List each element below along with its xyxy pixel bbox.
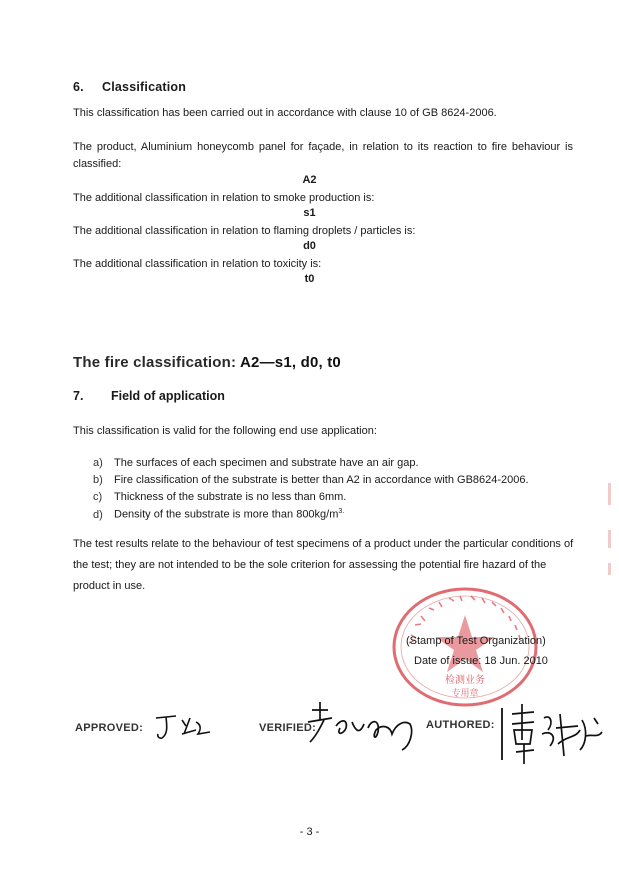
page-number: - 3 - — [299, 826, 320, 838]
droplets-value: d0 — [303, 240, 316, 252]
verified-signature — [306, 698, 424, 754]
item-text: Density of the substrate is more than 800kg/m — [114, 508, 339, 521]
verified-label: VERIFIED: — [259, 722, 317, 734]
section-6-number: 6. — [73, 80, 84, 94]
seal-text-line2: 专用章 — [451, 689, 479, 699]
toxicity-text: The additional classification in relation to toxicity is: — [73, 258, 322, 270]
application-item-b — [93, 474, 529, 486]
item-marker: c) — [93, 491, 103, 503]
smoke-text: The additional classification in relation to smoke production is: — [73, 192, 375, 204]
section-6-title: Classification — [102, 80, 187, 94]
item-text: Thickness of the substrate is no less than 6mm. — [114, 491, 347, 503]
product-statement-line2: classified: — [73, 158, 122, 170]
application-intro: This classification is valid for the following end use application: — [73, 425, 377, 437]
section-7-number: 7. — [73, 389, 84, 403]
smoke-value: s1 — [303, 207, 316, 219]
droplets-text: The additional classification in relation to flaming droplets / particles is: — [73, 225, 416, 237]
application-item-c — [93, 491, 346, 503]
disclaimer-line3: product in use. — [73, 580, 146, 592]
authored-signature — [494, 700, 606, 766]
application-item-d — [93, 508, 344, 521]
section-7-heading — [73, 389, 225, 403]
product-statement-line1: The product, Aluminium honeycomb panel for façade, in relation to its reaction to fire behaviour is — [73, 141, 573, 153]
application-item-a — [93, 457, 419, 469]
fire-classification-value: A2—s1, d0, t0 — [240, 354, 341, 371]
edge-mark — [608, 483, 611, 505]
fire-classification-label: The fire classification: — [73, 354, 237, 371]
item-text: Fire classification of the substrate is better than A2 in accordance with GB8624-2006. — [114, 474, 529, 486]
organization-seal — [387, 585, 543, 711]
authored-label: AUTHORED: — [426, 719, 495, 731]
item-text: The surfaces of each specimen and substrate have an air gap. — [114, 457, 419, 469]
approved-signature — [152, 712, 214, 742]
section-6-heading — [73, 80, 186, 94]
classification-intro: This classification has been carried out in accordance with clause 10 of GB 8624-2006. — [73, 107, 497, 119]
stamp-caption: (Stamp of Test Organization) — [406, 635, 546, 647]
seal-text-line1: 检测业务 — [445, 675, 485, 686]
edge-mark — [608, 563, 611, 575]
item-marker: a) — [93, 457, 103, 469]
fire-classification-summary — [73, 354, 341, 371]
disclaimer-line2: the test; they are not intended to be the sole criterion for assessing the potential fire hazard of the — [73, 559, 547, 571]
edge-mark — [608, 530, 611, 548]
disclaimer-line1: The test results relate to the behaviour of test specimens of a product under the particular conditions of — [73, 538, 574, 550]
section-7-title: Field of application — [111, 389, 225, 403]
class-main-value: A2 — [302, 174, 317, 186]
approved-label: APPROVED: — [75, 722, 144, 734]
item-marker: d) — [93, 508, 103, 521]
item-marker: b) — [93, 474, 103, 486]
seal-graphic — [394, 589, 536, 705]
toxicity-value: t0 — [304, 273, 315, 285]
issue-date: Date of issue: 18 Jun. 2010 — [414, 655, 548, 667]
item-superscript: 3. — [338, 508, 345, 515]
